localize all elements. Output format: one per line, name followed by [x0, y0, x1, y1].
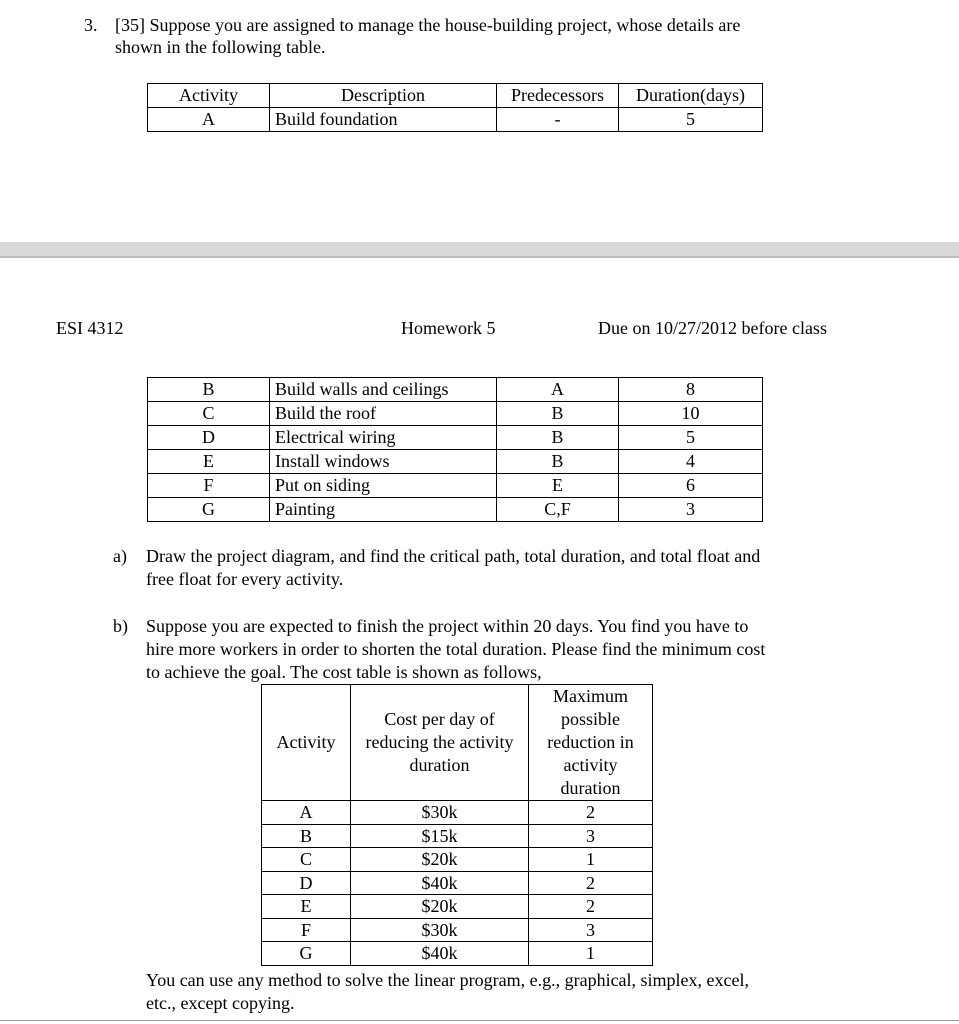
cost-header-cost-line-1: Cost per day of	[384, 709, 495, 729]
cell-duration: 10	[619, 402, 763, 426]
cell-activity: E	[148, 450, 270, 474]
cell-duration: 8	[619, 378, 763, 402]
table-row	[148, 108, 763, 132]
cell-description: Build the roof	[270, 402, 497, 426]
cost-cell-activity: G	[262, 942, 351, 966]
cost-header-activity: Activity	[262, 685, 351, 801]
cost-cell-max-reduction: 2	[529, 871, 653, 895]
cost-cell-max-reduction: 3	[529, 918, 653, 942]
cost-header-max-line-1: Maximum	[553, 686, 628, 706]
cost-cell-activity: C	[262, 848, 351, 872]
question-line-1: [35] Suppose you are assigned to manage the house-building project, whose details are	[115, 15, 741, 35]
cost-cell-max-reduction: 3	[529, 824, 653, 848]
activity-table-header	[148, 84, 763, 108]
page-break-line	[0, 256, 959, 258]
cell-predecessors: -	[497, 108, 619, 132]
part-a-line-1: Draw the project diagram, and find the critical path, total duration, and total float and	[146, 546, 761, 566]
table-row	[148, 426, 763, 450]
cost-header-max-line-3: reduction in	[547, 732, 634, 752]
cell-predecessors: B	[497, 402, 619, 426]
cell-description: Install windows	[270, 450, 497, 474]
cell-activity: G	[148, 498, 270, 522]
cost-table	[261, 684, 653, 966]
cell-description: Electrical wiring	[270, 426, 497, 450]
cost-header-cost	[351, 685, 529, 801]
cost-cell-cost: $20k	[351, 848, 529, 872]
header-activity: Activity	[148, 84, 270, 108]
cost-cell-max-reduction: 2	[529, 801, 653, 825]
header-predecessors: Predecessors	[497, 84, 619, 108]
cell-activity: C	[148, 402, 270, 426]
cost-header-cost-line-2: reducing the activity	[365, 732, 514, 752]
table-row	[148, 498, 763, 522]
cell-activity: F	[148, 474, 270, 498]
activity-table-bottom	[147, 377, 763, 522]
table-row	[262, 824, 653, 848]
cost-header-max	[529, 685, 653, 801]
table-row	[262, 942, 653, 966]
part-b-label: b)	[113, 616, 128, 636]
cell-duration: 5	[619, 426, 763, 450]
due-date: Due on 10/27/2012 before class	[598, 318, 827, 338]
table-row	[148, 474, 763, 498]
cell-duration: 6	[619, 474, 763, 498]
cost-cell-activity: F	[262, 918, 351, 942]
cell-predecessors: B	[497, 426, 619, 450]
part-b-line-3: to achieve the goal. The cost table is shown as follows,	[146, 662, 542, 682]
cost-cell-cost: $30k	[351, 918, 529, 942]
cell-duration: 4	[619, 450, 763, 474]
cost-cell-activity: E	[262, 895, 351, 919]
cell-predecessors: C,F	[497, 498, 619, 522]
cost-cell-cost: $40k	[351, 942, 529, 966]
cell-duration: 3	[619, 498, 763, 522]
cost-header-max-line-4: activity	[563, 755, 618, 775]
cell-predecessors: E	[497, 474, 619, 498]
footer-line-2: etc., except copying.	[146, 993, 295, 1013]
cell-description: Build foundation	[270, 108, 497, 132]
table-row	[148, 402, 763, 426]
part-b-line-2: hire more workers in order to shorten the total duration. Please find the minimum cost	[146, 639, 766, 659]
header-description: Description	[270, 84, 497, 108]
cost-table-header	[262, 685, 653, 801]
cost-header-max-line-2: possible	[560, 709, 620, 729]
question-number: 3.	[84, 15, 98, 35]
cost-cell-cost: $20k	[351, 895, 529, 919]
footer-line-1: You can use any method to solve the linear program, e.g., graphical, simplex, excel,	[146, 970, 750, 990]
cell-description: Painting	[270, 498, 497, 522]
part-a-label: a)	[113, 546, 127, 566]
page-break-band	[0, 242, 959, 256]
header-duration: Duration(days)	[619, 84, 763, 108]
cell-description: Build walls and ceilings	[270, 378, 497, 402]
table-row	[148, 378, 763, 402]
cost-cell-cost: $40k	[351, 871, 529, 895]
cell-predecessors: A	[497, 378, 619, 402]
cost-cell-cost: $30k	[351, 801, 529, 825]
homework-title: Homework 5	[401, 318, 496, 338]
cell-duration: 5	[619, 108, 763, 132]
table-row	[148, 450, 763, 474]
table-row	[262, 801, 653, 825]
activity-table-top	[147, 83, 763, 132]
cost-cell-activity: D	[262, 871, 351, 895]
cost-cell-activity: A	[262, 801, 351, 825]
part-a-line-2: free float for every activity.	[146, 569, 344, 589]
table-row	[262, 895, 653, 919]
table-row	[262, 871, 653, 895]
question-line-2: shown in the following table.	[115, 37, 326, 57]
cell-activity: A	[148, 108, 270, 132]
course-code: ESI 4312	[56, 318, 124, 338]
cost-cell-cost: $15k	[351, 824, 529, 848]
cost-header-cost-line-3: duration	[409, 755, 470, 775]
cost-cell-max-reduction: 1	[529, 848, 653, 872]
cost-cell-max-reduction: 2	[529, 895, 653, 919]
cell-description: Put on siding	[270, 474, 497, 498]
cell-activity: D	[148, 426, 270, 450]
part-b-line-1: Suppose you are expected to finish the project within 20 days. You find you have to	[146, 616, 749, 636]
cost-header-max-line-5: duration	[560, 778, 621, 798]
cell-predecessors: B	[497, 450, 619, 474]
cell-activity: B	[148, 378, 270, 402]
table-row	[262, 918, 653, 942]
page-bottom-rule	[0, 1020, 959, 1021]
cost-cell-max-reduction: 1	[529, 942, 653, 966]
cost-cell-activity: B	[262, 824, 351, 848]
table-row	[262, 848, 653, 872]
